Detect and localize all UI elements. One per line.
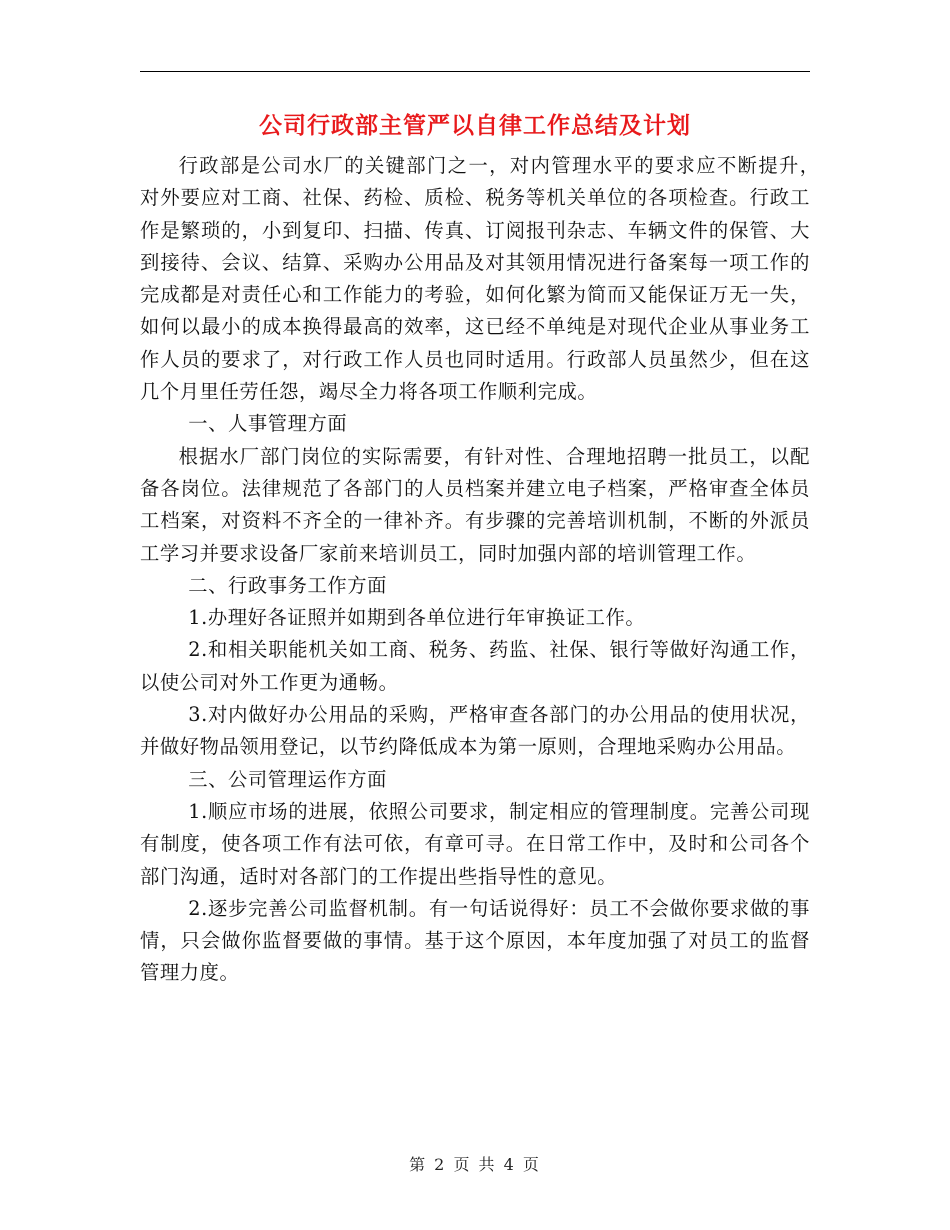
admin-item-2: 2.和相关职能机关如工商、税务、药监、社保、银行等做好沟通工作，以使公司对外工作更为通畅。 <box>140 638 810 694</box>
admin-item-1: 1.办理好各证照并如期到各单位进行年审换证工作。 <box>188 606 646 630</box>
intro-paragraph: 行政部是公司水厂的关键部门之一，对内管理水平的要求应不断提升， 对外要应对工商、社保、药检、质检、税务等机关单位的各项检查。行政工作是繁琐的，小到复印、扫描、传真、订阅报刊杂志、车辆文件的保管、大到接待、会议、结算、采购办公用品及对其领用情况进行备案每一项工作的完成都是对责任心和工作能力的考验，如何化繁为简而又能保证万无一失，如何以最小的成本换得最高的效率，这已经不单纯是对现代企业从事业务工作人员的要求了，对行政工作人员也同时适用。行政部人员虽然少，但在这几个月里任劳任怨，竭尽全力将各项工作顺利完成。 <box>140 154 830 404</box>
document-body <box>140 150 830 990</box>
page-number: 第 2 页 共 4 页 <box>409 1155 541 1174</box>
section-heading-management: 三、公司管理运作方面 <box>188 767 388 791</box>
section-heading-personnel: 一、人事管理方面 <box>188 412 348 436</box>
header-rule <box>140 71 810 72</box>
personnel-paragraph: 根据水厂部门岗位的实际需要，有针对性、合理地招聘一批员工，以配备各岗位。法律规范了各部门的人员档案并建立电子档案，严格审查全体员工档案，对资料不齐全的一律补齐。有步骤的完善培训机制，不断的外派员工学习并要求设备厂家前来培训员工，同时加强内部的培训管理工作。 <box>140 444 810 565</box>
document-title: 公司行政部主管严以自律工作总结及计划 <box>259 112 691 139</box>
admin-item-3: 3.对内做好办公用品的采购，严格审查各部门的办公用品的使用状况，并做好物品领用登记，以节约降低成本为第一原则，合理地采购办公用品。 <box>140 703 810 759</box>
management-item-2: 2.逐步完善公司监督机制。有一句话说得好：员工不会做你要求做的事情，只会做你监督要做的事情。基于这个原因，本年度加强了对员工的监督管理力度。 <box>140 896 810 985</box>
management-item-1: 1.顺应市场的进展，依照公司要求，制定相应的管理制度。完善公司现有制度，使各项工作有法可依，有章可寻。在日常工作中，及时和公司各个部门沟通，适时对各部门的工作提出些指导性的意见。 <box>140 799 810 888</box>
section-heading-admin-affairs: 二、行政事务工作方面 <box>188 573 388 597</box>
